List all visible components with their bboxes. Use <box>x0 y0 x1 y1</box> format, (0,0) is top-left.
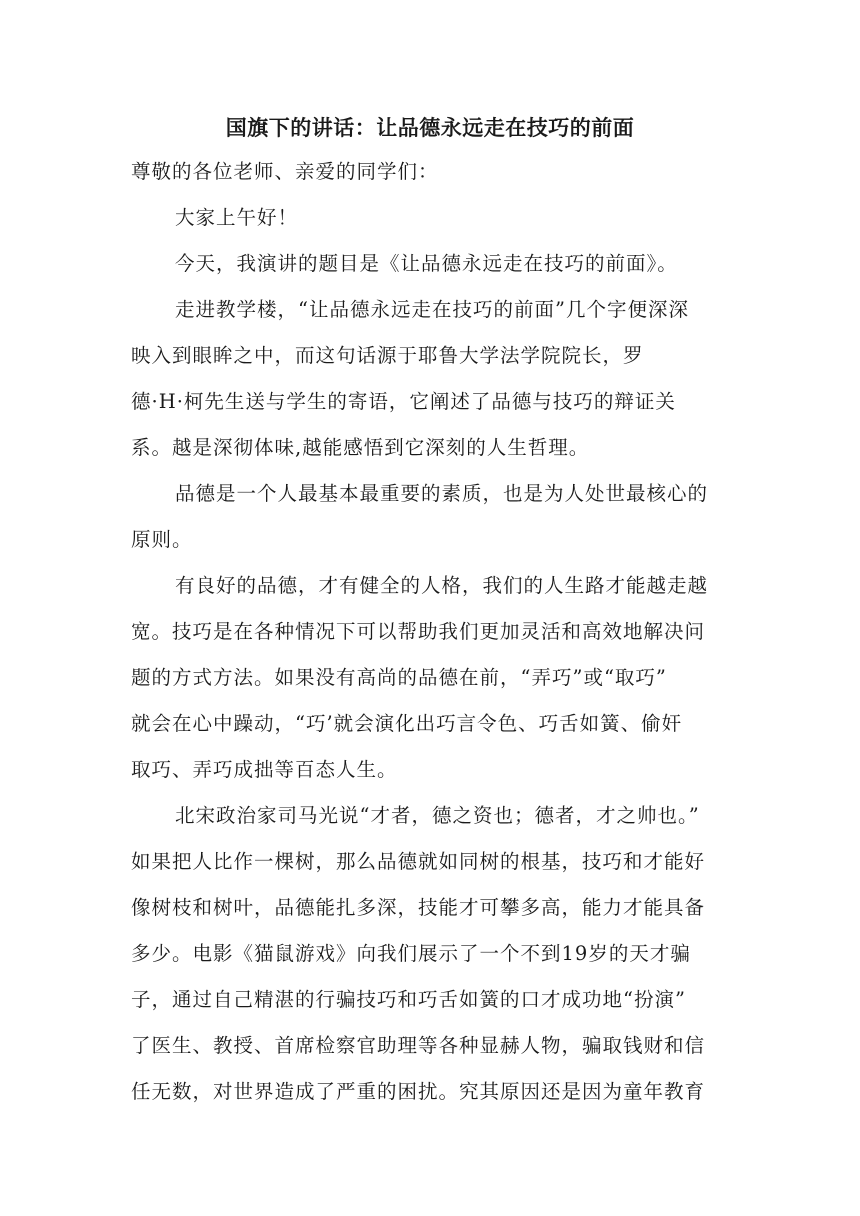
salutation-line: 尊敬的各位老师、亲爱的同学们： <box>131 160 439 183</box>
paragraph-line: 多少。电影《猫鼠游戏》向我们展示了一个不到19岁的天才骗 <box>131 942 691 965</box>
paragraph-line: 如果把人比作一棵树，那么品德就如同树的根基，技巧和才能好 <box>131 850 706 873</box>
document-title: 国旗下的讲话：让品德永远走在技巧的前面 <box>225 116 635 140</box>
paragraph-line: 北宋政治家司马光说“才者，德之资也；德者，才之帅也。” <box>175 804 700 827</box>
paragraph-line: 像树枝和树叶，品德能扎多深，技能才可攀多高，能力才能具备 <box>131 896 706 919</box>
paragraph-line: 系。越是深彻体味,越能感悟到它深刻的人生哲理。 <box>131 436 590 459</box>
paragraph-line: 子，通过自己精湛的行骗技巧和巧舌如簧的口才成功地“扮演” <box>131 988 686 1011</box>
paragraph-line: 取巧、弄巧成拙等百态人生。 <box>131 758 398 781</box>
paragraph-line: 品德是一个人最基本最重要的素质，也是为人处世最核心的 <box>175 482 709 505</box>
paragraph-line: 原则。 <box>131 528 193 551</box>
paragraph-line: 题的方式方法。如果没有高尚的品德在前，“弄巧”或“取巧” <box>131 666 667 689</box>
paragraph-line: 今天，我演讲的题目是《让品德永远走在技巧的前面》。 <box>175 252 678 275</box>
paragraph-line: 了医生、教授、首席检察官助理等各种显赫人物，骗取钱财和信 <box>131 1034 706 1057</box>
paragraph-line: 就会在心中躁动，“巧’就会演化出巧言令色、巧舌如簧、偷奸 <box>131 712 683 735</box>
greeting-line: 大家上午好！ <box>175 206 299 229</box>
paragraph-line: 德·H·柯先生送与学生的寄语，它阐述了品德与技巧的辩证关 <box>131 390 676 413</box>
paragraph-line: 任无数，对世界造成了严重的困扰。究其原因还是因为童年教育 <box>131 1080 706 1103</box>
paragraph-line: 走进教学楼，“让品德永远走在技巧的前面”几个字便深深 <box>175 298 689 321</box>
paragraph-line: 有良好的品德，才有健全的人格，我们的人生路才能越走越 <box>175 574 709 597</box>
paragraph-line: 宽。技巧是在各种情况下可以帮助我们更加灵活和高效地解决问 <box>131 620 706 643</box>
paragraph-line: 映入到眼眸之中，而这句话源于耶鲁大学法学院院长，罗 <box>131 344 644 367</box>
